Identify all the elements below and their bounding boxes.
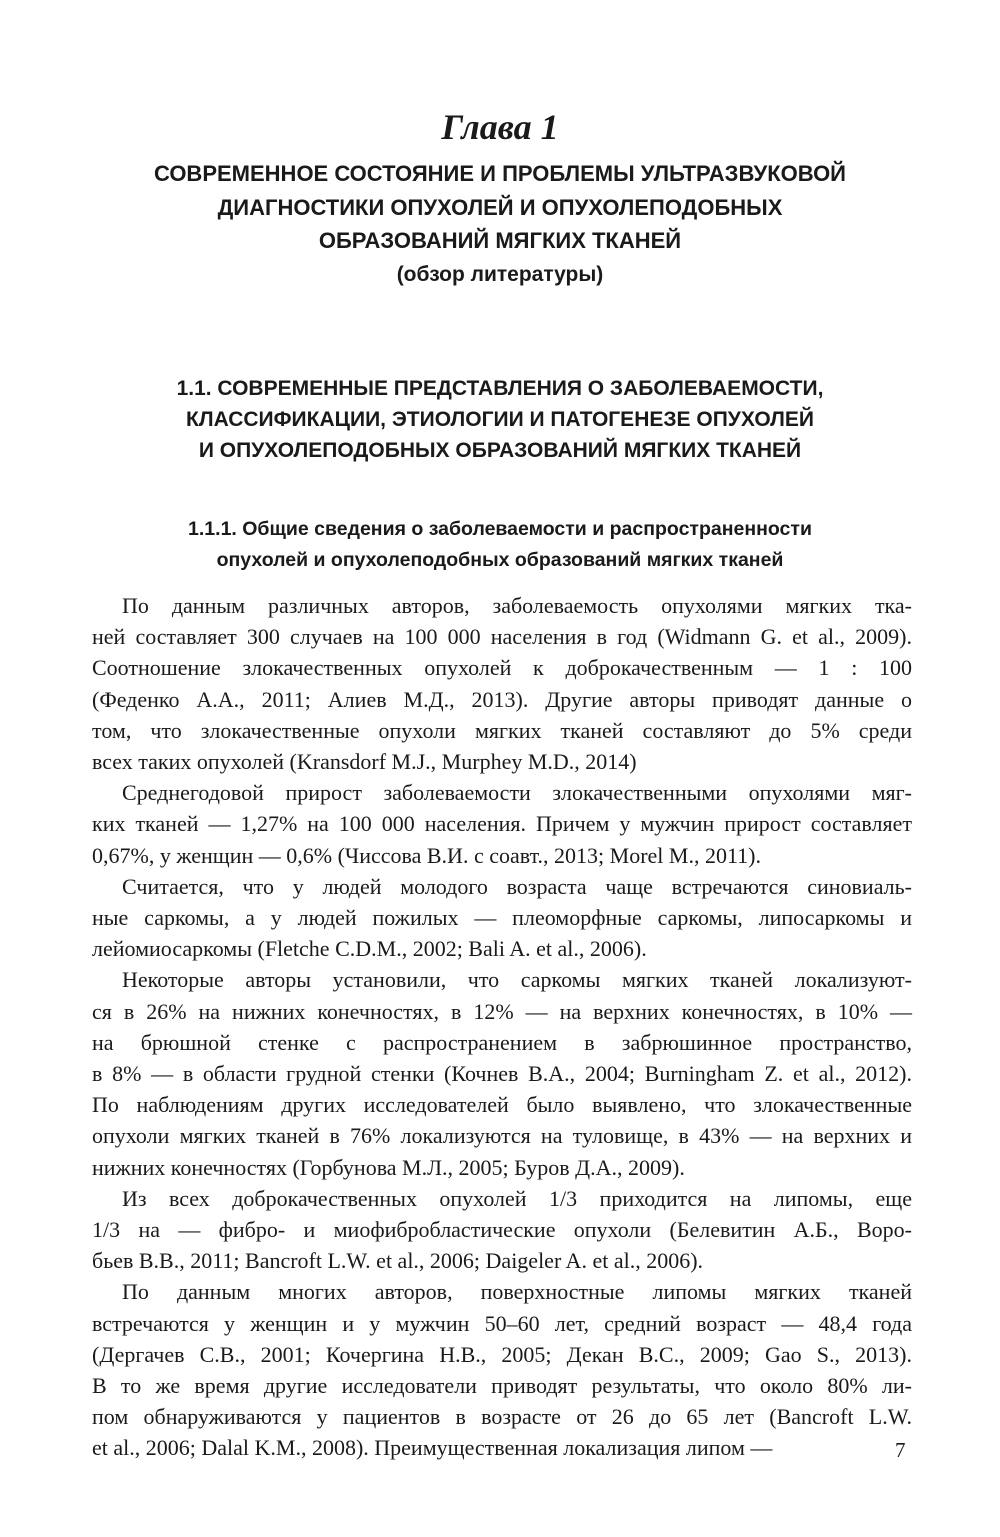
body-text	[92, 590, 912, 1464]
text-line: По данным многих авторов, поверхностные липомы мягких тканей	[122, 1279, 912, 1305]
paragraph	[92, 1183, 912, 1277]
text-line: 1/3 на — фибро- и миофибробластические опухоли (Белевитин А.Б., Воро-	[92, 1217, 912, 1243]
text-line: ся в 26% на нижних конечностях, в 12% — на верхних конечностях, в 10% —	[92, 998, 912, 1024]
section-heading-line: 1.1. СОВРЕМЕННЫЕ ПРЕДСТАВЛЕНИЯ О ЗАБОЛЕВАЕМОСТИ,	[176, 377, 824, 400]
subsection-heading	[0, 514, 1000, 576]
text-line: (Феденко А.А., 2011; Алиев М.Д., 2013). Другие авторы приводят данные о	[92, 686, 912, 712]
text-line: на брюшной стенке с распространением в забрюшинное пространство,	[92, 1029, 912, 1055]
paragraph	[92, 590, 912, 777]
subsection-heading-line: 1.1.1. Общие сведения о заболеваемости и распространенности	[188, 518, 812, 540]
chapter-heading-line: ДИАГНОСТИКИ ОПУХОЛЕЙ И ОПУХОЛЕПОДОБНЫХ	[217, 194, 783, 220]
text-line: ней составляет 300 случаев на 100 000 населения в год (Widmann G. et al., 2009).	[92, 624, 912, 650]
text-line: Соотношение злокачественных опухолей к доброкачественным — 1 : 100	[92, 655, 912, 681]
text-line: ких тканей — 1,27% на 100 000 населения. Причем у мужчин прирост составляет	[92, 811, 912, 837]
section-heading-line: И ОПУХОЛЕПОДОБНЫХ ОБРАЗОВАНИЙ МЯГКИХ ТКАНЕЙ	[198, 439, 802, 462]
paragraph	[92, 964, 912, 1182]
paragraph	[92, 1276, 912, 1463]
text-line: 0,67%, у женщин — 0,6% (Чиссова В.И. с соавт., 2013; Morel M., 2011).	[92, 842, 761, 868]
text-line: опухоли мягких тканей в 76% локализуются на туловище, в 43% — на верхних и	[92, 1123, 912, 1149]
text-line: ные саркомы, а у людей пожилых — плеоморфные саркомы, липосаркомы и	[92, 905, 912, 931]
paragraph	[92, 871, 912, 965]
text-line: По наблюдениям других исследователей было выявлено, что злокачественные	[92, 1092, 912, 1118]
text-line: всех таких опухолей (Kransdorf M.J., Murphey M.D., 2014)	[92, 749, 637, 775]
text-line: Некоторые авторы установили, что саркомы мягких тканей локализуют-	[122, 967, 912, 993]
text-line: (Дергачев С.В., 2001; Кочергина Н.В., 2005; Декан В.С., 2009; Gao S., 2013).	[92, 1341, 912, 1367]
paragraph	[92, 777, 912, 871]
text-line: встречаются у женщин и у мужчин 50–60 лет, средний возраст — 48,4 года	[92, 1310, 912, 1336]
page-number: 7	[895, 1438, 906, 1462]
text-line: пом обнаруживаются у пациентов в возрасте от 26 до 65 лет (Bancroft L.W.	[92, 1404, 912, 1430]
chapter-heading-line: СОВРЕМЕННОЕ СОСТОЯНИЕ И ПРОБЛЕМЫ УЛЬТРАЗВУКОВОЙ	[153, 161, 846, 186]
text-line: Считается, что у людей молодого возраста чаще встречаются синовиаль-	[122, 873, 912, 899]
text-line: в 8% — в области грудной стенки (Кочнев В.А., 2004; Burningham Z. et al., 2012).	[92, 1061, 912, 1087]
text-line: бьев В.В., 2011; Bancroft L.W. et al., 2006; Daigeler A. et al., 2006).	[92, 1248, 704, 1274]
text-line: нижних конечностях (Горбунова М.Л., 2005; Буров Д.А., 2009).	[92, 1154, 685, 1180]
chapter-heading	[0, 157, 1000, 291]
section-heading-line: КЛАССИФИКАЦИИ, ЭТИОЛОГИИ И ПАТОГЕНЕЗЕ ОПУХОЛЕЙ	[186, 408, 814, 431]
text-line: лейомиосаркомы (Fletche C.D.M., 2002; Bali A. et al., 2006).	[92, 936, 647, 962]
section-heading	[0, 373, 1000, 466]
chapter-heading-subtitle: (обзор литературы)	[396, 262, 604, 286]
text-line: Из всех доброкачественных опухолей 1/3 приходится на липомы, еще	[122, 1185, 912, 1211]
chapter-heading-line: ОБРАЗОВАНИЙ МЯГКИХ ТКАНЕЙ	[318, 228, 682, 253]
subsection-heading-line: опухолей и опухолеподобных образований мягких тканей	[216, 549, 784, 571]
text-line: Среднегодовой прирост заболеваемости злокачественными опухолями мяг-	[122, 780, 912, 806]
chapter-title: Глава 1	[441, 107, 559, 147]
text-line: et al., 2006; Dalal K.M., 2008). Преимущественная локализация липом —	[92, 1435, 773, 1461]
text-line: В то же время другие исследователи приводят результаты, что около 80% ли-	[92, 1373, 912, 1399]
text-line: том, что злокачественные опухоли мягких тканей составляют до 5% среди	[92, 717, 912, 743]
text-line: По данным различных авторов, заболеваемость опухолями мягких тка-	[122, 593, 912, 618]
